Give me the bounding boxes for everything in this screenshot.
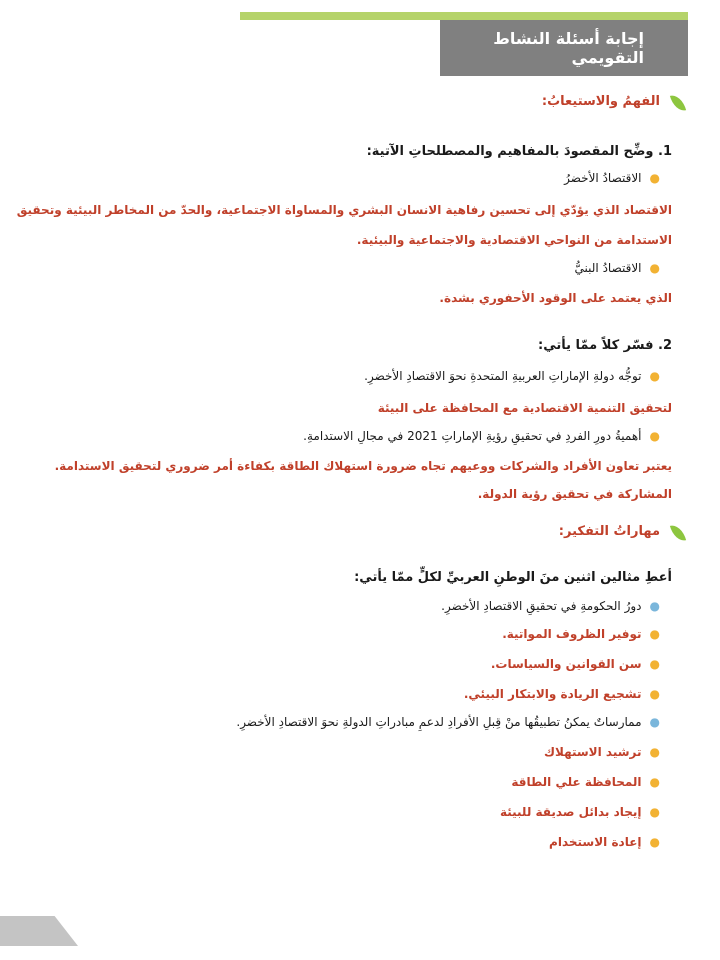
q1-answer-1-line-1: الاقتصاد الذي يؤدّي إلى تحسين رفاهية الانسان البشري والمساواة الاجتماعية، والحدّ من المخاطر البيئية وتحقيق [16, 203, 672, 217]
section-heading-thinking-skills: مهاراتُ التفكير: [558, 524, 660, 539]
bullet-icon: ● [649, 835, 660, 849]
bullet-icon: ● [649, 261, 660, 275]
q3-answer-2-3: ●إيجاد بدائل صديقة للبيئة [499, 805, 660, 819]
q3-answer-2-2: ●المحافظة علي الطاقة [511, 775, 660, 789]
question-3-prompt: أعطِ مثالين اثنين منَ الوطنِ العربيِّ لكلٍّ ممّا يأتي: [354, 570, 672, 585]
bullet-icon: ● [649, 805, 660, 819]
bullet-icon: ● [649, 171, 660, 185]
q3-answer-2-4: ●إعادة الاستخدام [549, 835, 660, 849]
q3-answer-1-1: ●توفير الظروف المواتية. [502, 627, 660, 641]
q2-answer-2-line-1: يعتبر تعاون الأفراد والشركات ووعيهم تجاه ضرورة استهلاك الطاقة بكفاءة أمر ضروري لتحقيق الاستدامة. [54, 459, 672, 473]
q2-answer-2-line-2: المشاركة في تحقيق رؤية الدولة. [477, 487, 672, 501]
q1-answer-1-line-2: الاستدامة من النواحي الاقتصادية والاجتماعية والبيئية. [356, 233, 672, 247]
q2-answer-1: لتحقيق التنمية الاقتصادية مع المحافظة على البيئة [377, 401, 672, 415]
bullet-icon: ● [649, 745, 660, 759]
page-title: إجابة أسئلة النشاط التقويمي [440, 20, 688, 76]
leaf-icon [670, 93, 686, 113]
q1-term-green-economy: ●الاقتصادُ الأخضرُ [564, 171, 660, 185]
bullet-icon: ● [649, 715, 660, 729]
page-corner-tab [0, 916, 78, 946]
bullet-icon: ● [649, 429, 660, 443]
q2-item-1: ●توجُّه دولةِ الإماراتِ العربيةِ المتحدةِ نحوَ الاقتصادِ الأخضرِ. [364, 369, 660, 383]
bullet-icon: ● [649, 687, 660, 701]
top-accent-rule [240, 12, 688, 20]
bullet-icon: ● [649, 599, 660, 613]
q3-answer-2-1: ●ترشيد الاستهلاك [543, 745, 660, 759]
q3-answer-1-3: ●تشجيع الريادة والابتكار البيئي. [463, 687, 660, 701]
question-2-prompt: 2. فسّر كلاً ممّا يأتي: [538, 338, 672, 353]
q3-item-2: ●ممارساتٌ يمكنُ تطبيقُها منْ قِبلِ الأفرادِ لدعمِ مبادراتِ الدولةِ نحوَ الاقتصادِ الأخضرِ. [236, 715, 660, 729]
question-1-prompt: 1. وضِّح المقصودَ بالمفاهيم والمصطلحاتِ الآتية: [366, 144, 672, 159]
q2-item-2: ●أهميةُ دورِ الفردِ في تحقيقِ رؤيةِ الإماراتِ 2021 في مجالِ الاستدامةِ. [303, 429, 660, 443]
bullet-icon: ● [649, 369, 660, 383]
section-heading-comprehension: الفهمُ والاستيعابُ: [541, 94, 660, 109]
bullet-icon: ● [649, 775, 660, 789]
bullet-icon: ● [649, 657, 660, 671]
q1-term-brown-economy: ●الاقتصادُ البنيُّ [574, 261, 660, 275]
leaf-icon [670, 523, 686, 543]
q3-item-1: ●دورُ الحكومةِ في تحقيقِ الاقتصادِ الأخضرِ. [441, 599, 660, 613]
bullet-icon: ● [649, 627, 660, 641]
q1-answer-2: الذي يعتمد على الوقود الأحفوري بشدة. [439, 291, 672, 305]
q3-answer-1-2: ●سن القوانين والسياسات. [490, 657, 660, 671]
